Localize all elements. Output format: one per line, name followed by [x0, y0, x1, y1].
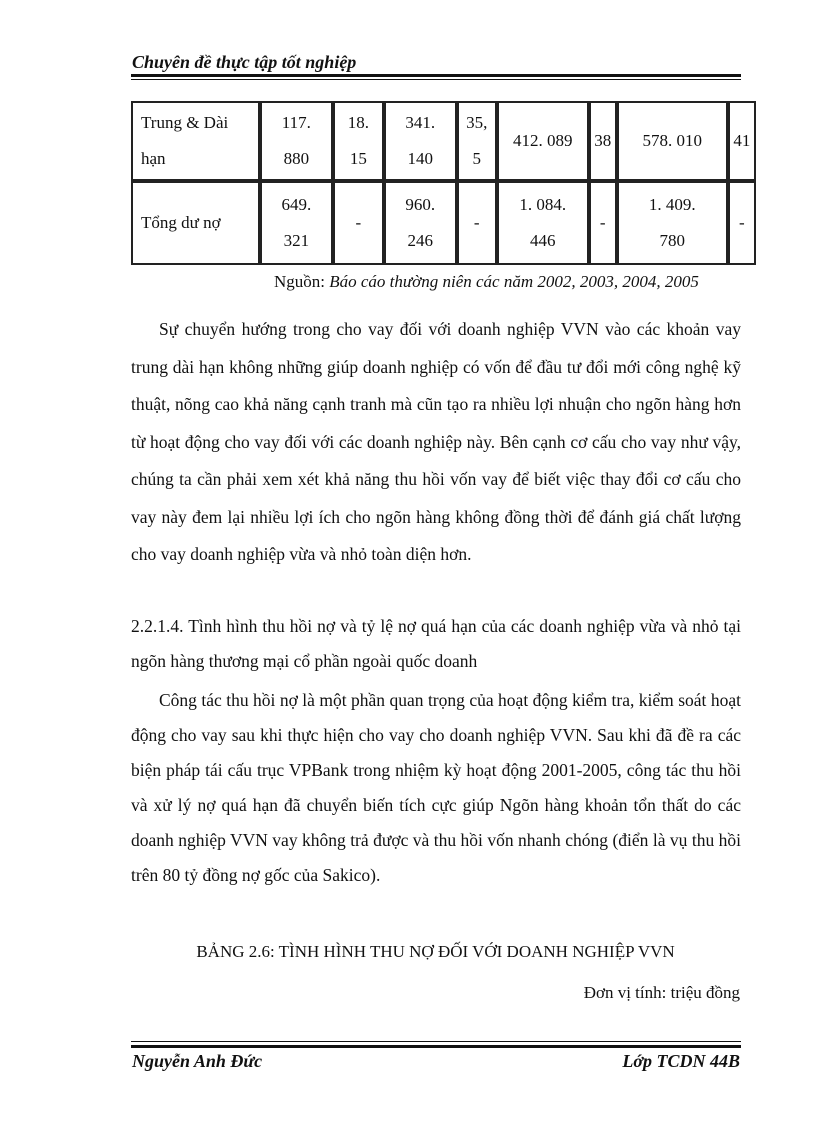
table-cell: 18. 15	[333, 101, 384, 181]
table-cell: 35, 5	[457, 101, 497, 181]
source-prefix: Nguồn:	[274, 272, 330, 291]
table-row	[131, 181, 756, 265]
table-cell: 578. 010	[617, 101, 728, 181]
body-paragraph-1: Sự chuyển hướng trong cho vay đối với doanh nghiệp VVN vào các khoản vay trung dài hạn không những giúp doanh nghiệp có vốn để đầu tư đổi mới công nghệ kỹ thuật, nõng cao khả năng cạnh tranh mà cũn tạo ra nhiều lợi nhuận cho ngõn hàng hơn từ hoạt động cho vay đối với các doanh nghiệp này. Bên cạnh cơ cấu cho vay như vậy, chúng ta cần phải xem xét khả năng thu hồi vốn vay để biết việc thay đổi cơ cấu cho vay này đem lại nhiều lợi ích cho ngõn hàng không đồng thời để đánh giá chất lượng cho vay doanh nghiệp vừa và nhỏ toàn diện hơn.	[131, 319, 741, 564]
loan-structure-table	[131, 101, 756, 265]
footer-author: Nguyễn Anh Đức	[132, 1051, 263, 1071]
page-header-title: Chuyên đề thực tập tốt nghiệp	[132, 52, 357, 72]
unit-note: Đơn vị tính: triệu đồng	[583, 983, 740, 1002]
footer-class: Lớp TCDN 44B	[622, 1051, 740, 1071]
table-cell: 1. 409. 780	[617, 181, 728, 265]
footer-rule-thin	[131, 1041, 741, 1042]
table-cell: 649. 321	[260, 181, 333, 265]
table-cell: -	[333, 181, 384, 265]
footer-rule-thick	[131, 1045, 741, 1048]
table-cell: 960. 246	[384, 181, 457, 265]
row-label: Tổng dư nợ	[131, 181, 260, 265]
table-cell: -	[728, 181, 756, 265]
table-cell: 38	[589, 101, 617, 181]
header-rule-thin	[131, 79, 741, 80]
section-heading-2-2-1-4: 2.2.1.4. Tình hình thu hồi nợ và tỷ lệ nợ quá hạn của các doanh nghiệp vừa và nhỏ tại ngõn hàng thương mại cổ phần ngoài quốc doanh	[131, 616, 741, 671]
table-row	[131, 101, 756, 181]
body-paragraph-2: Công tác thu hồi nợ là một phần quan trọng của hoạt động kiểm tra, kiểm soát hoạt động cho vay sau khi thực hiện cho vay cho doanh nghiệp VVN. Sau khi đã đề ra các biện pháp tái cấu trục VPBank trong nhiệm kỳ hoạt động 2001-2005, công tác thu hồi và xử lý nợ quá hạn đã chuyển biến tích cực giúp Ngõn hàng khoản tổn thất do các doanh nghiệp VVN vay không trả được và thu hồi vốn nhanh chóng (điển là vụ thu hồi trên 80 tỷ đồng nợ gốc của Sakico).	[131, 690, 741, 885]
source-text: Báo cáo thường niên các năm 2002, 2003, 2004, 2005	[329, 272, 699, 291]
table-cell: 41	[728, 101, 756, 181]
table-cell: 1. 084. 446	[497, 181, 589, 265]
table-source-note	[274, 272, 699, 292]
table-cell: 117. 880	[260, 101, 333, 181]
table-cell: -	[457, 181, 497, 265]
table-cell: -	[589, 181, 617, 265]
row-label: Trung & Dài hạn	[131, 101, 260, 181]
table-title: BẢNG 2.6: TÌNH HÌNH THU NỢ ĐỐI VỚI DOANH NGHIỆP VVN	[196, 942, 675, 961]
table-cell: 412. 089	[497, 101, 589, 181]
header-rule-thick	[131, 74, 741, 77]
table-cell: 341. 140	[384, 101, 457, 181]
